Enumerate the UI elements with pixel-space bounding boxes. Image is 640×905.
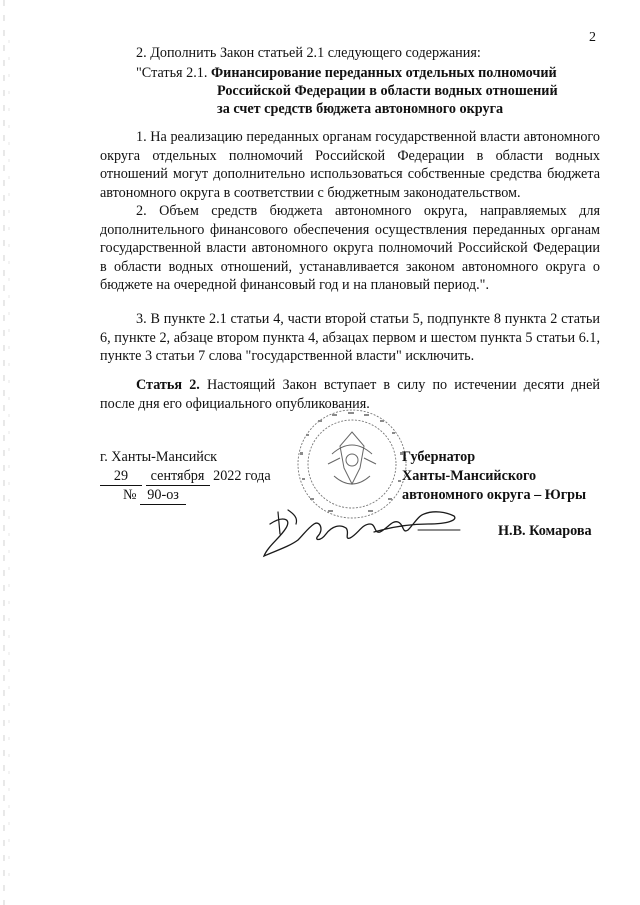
paragraph-2: 2. Объем средств бюджета автономного округа, направляемых для дополнительного финансового обеспечения осуществления переданных органам государственной власти автономного округа полномочий Российской Федерации в области водных отношений, устанавливается законом автономного округа о бюджете на очередной финансовый год и на плановый период.".	[100, 203, 600, 293]
paragraph-1: 1. На реализацию переданных органам государственной власти автономного округа отдельных полномочий Российской Федерации в области водных отношений могут дополнительно использоваться собственные средства бюджета автономного округа в соответствии с бюджетным законодательством.	[100, 129, 600, 201]
governor-title-1: Губернатор	[402, 449, 476, 465]
governor-title-line-3	[402, 486, 586, 504]
governor-title-line-1	[402, 448, 475, 466]
handwritten-signature	[258, 494, 466, 564]
number-label: №	[123, 487, 137, 503]
paragraph-3: 3. В пункте 2.1 статьи 4, части второй статьи 5, подпункте 8 пункта 2 статьи 6, пункте 2, абзаце втором пункта 4, абзацах первом и шестом пункта 5 статьи 6.1, пункте 3 статьи 7 слова "государственной власти" исключить.	[100, 311, 600, 364]
city: г. Ханты-Мансийск	[100, 449, 218, 465]
article-2-label: Статья 2.	[136, 377, 200, 393]
governor-title-3: автономного округа – Югры	[402, 487, 587, 503]
law-number	[123, 486, 186, 505]
article-2-1-heading-line-2	[217, 82, 558, 100]
article-2-1-heading-line-1	[136, 64, 557, 82]
article-2-1-heading-line-3	[217, 100, 503, 118]
article-prefix: "Статья 2.1.	[136, 65, 208, 81]
article-title-line-2: Российской Федерации в области водных отношений	[217, 83, 558, 99]
governor-name	[498, 522, 592, 540]
governor-name-text: Н.В. Комарова	[498, 523, 592, 539]
governor-title-line-2	[402, 467, 536, 485]
article-2-text: Настоящий Закон вступает в силу по истечении десяти дней после дня его официального опубликования.	[100, 377, 601, 412]
governor-title-2: Ханты-Мансийского	[402, 468, 537, 484]
number-value: 90-оз	[140, 486, 186, 505]
page-number: 2	[589, 30, 596, 45]
scan-edge-marks	[0, 0, 14, 905]
date-month: сентября	[146, 467, 210, 486]
article-title-line-3: за счет средств бюджета автономного округа	[217, 101, 504, 117]
item-2-intro: 2. Дополнить Закон статьей 2.1 следующего содержания:	[136, 45, 481, 61]
date-day: 29	[100, 467, 142, 486]
article-title-line-1: Финансирование переданных отдельных полномочий	[210, 65, 557, 81]
signing-date	[100, 467, 271, 486]
date-year: 2022 года	[213, 468, 271, 484]
